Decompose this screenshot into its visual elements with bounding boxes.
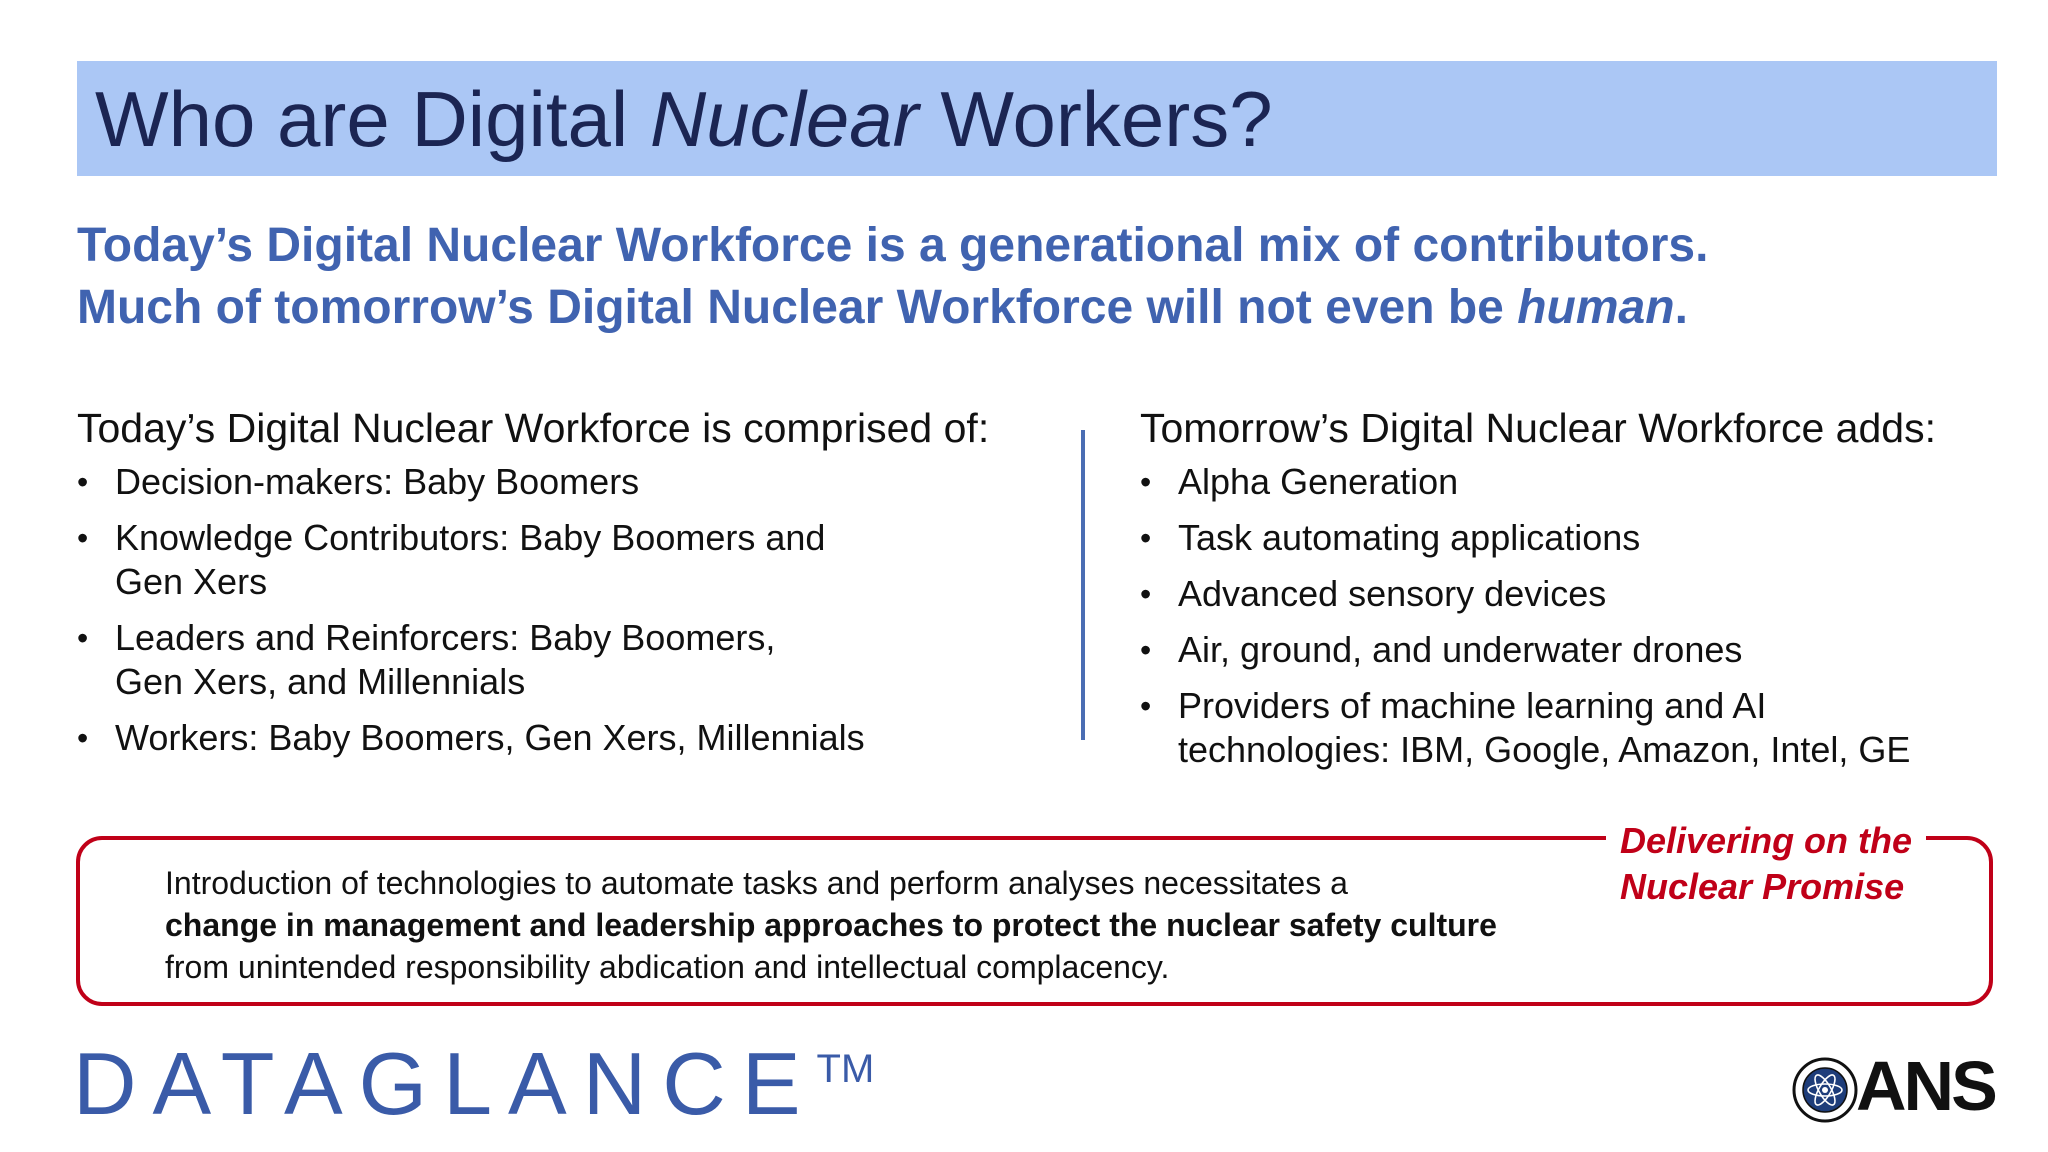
subtitle-line-2-prefix: Much of tomorrow’s Digital Nuclear Workforce will not even be: [77, 281, 1518, 334]
left-bullet-item: [77, 516, 1077, 604]
right-bullet-item: [1140, 628, 2020, 672]
right-bullet-item: [1140, 572, 2020, 616]
bullet-icon: •: [77, 464, 89, 500]
left-bullet-text: Knowledge Contributors: Baby Boomers and: [115, 517, 826, 558]
bullet-icon: •: [1140, 632, 1152, 668]
callout-text-intro: Introduction of technologies to automate tasks and perform analyses necessitates a: [165, 865, 1348, 901]
right-bullet-text: Advanced sensory devices: [1178, 573, 1607, 614]
bullet-icon: •: [77, 620, 89, 656]
left-bullet-text: Workers: Baby Boomers, Gen Xers, Millennials: [115, 717, 865, 758]
bullet-icon: •: [1140, 576, 1152, 612]
brand-trademark: TM: [816, 1047, 875, 1091]
ans-seal-icon: [1792, 1057, 1858, 1123]
dataglance-logo: [73, 1034, 875, 1133]
ans-wordmark: ANS: [1856, 1047, 1995, 1125]
left-column-heading: Today’s Digital Nuclear Workforce is comprised of:: [77, 405, 990, 451]
right-bullet-text: Task automating applications: [1178, 517, 1641, 558]
right-bullet-text-continued: technologies: IBM, Google, Amazon, Intel, GE: [1178, 729, 1911, 770]
subtitle-line-2-emphasis: human: [1517, 281, 1675, 334]
right-bullet-item: [1140, 460, 2020, 504]
callout-tag: [1606, 818, 1926, 910]
right-bullet-item: [1140, 684, 2020, 772]
left-bullet-text-continued: Gen Xers: [115, 561, 268, 602]
bullet-icon: •: [1140, 464, 1152, 500]
brand-name: DATAGLANCE: [73, 1034, 817, 1133]
left-bullet-list: [77, 460, 1077, 760]
right-bullet-list: [1140, 460, 2020, 772]
right-bullet-text: Air, ground, and underwater drones: [1178, 629, 1743, 670]
left-bullet-item: [77, 716, 1077, 760]
bullet-icon: •: [1140, 520, 1152, 556]
title-suffix: Workers?: [918, 74, 1273, 163]
callout-text: [165, 862, 1505, 988]
title-prefix: Who are Digital: [95, 74, 650, 163]
title-emphasis: Nuclear: [649, 74, 919, 163]
subtitle-line-2-suffix: .: [1674, 281, 1688, 334]
right-bullet-item: [1140, 516, 2020, 560]
subtitle: [77, 215, 1977, 339]
bullet-icon: •: [1140, 688, 1152, 724]
right-column-heading: Tomorrow’s Digital Nuclear Workforce adds:: [1140, 405, 1936, 451]
ans-logo: [1792, 1047, 1995, 1125]
slide-title: [95, 74, 1273, 163]
left-bullet-text: Decision-makers: Baby Boomers: [115, 461, 640, 502]
left-bullet-text-continued: Gen Xers, and Millennials: [115, 661, 526, 702]
left-bullet-item: [77, 616, 1077, 704]
column-divider: [1081, 430, 1085, 740]
callout-tag-line-2: Nuclear Promise: [1620, 866, 1905, 907]
left-bullet-item: [77, 460, 1077, 504]
right-bullet-text: Alpha Generation: [1178, 461, 1459, 502]
left-bullet-text: Leaders and Reinforcers: Baby Boomers,: [115, 617, 776, 658]
right-bullet-text: Providers of machine learning and AI: [1178, 685, 1767, 726]
title-bar: [77, 61, 1997, 176]
right-column: [1140, 400, 2020, 784]
callout-text-end: from unintended responsibility abdication and intellectual complacency.: [165, 949, 1170, 985]
bullet-icon: •: [77, 520, 89, 556]
left-column: [77, 400, 1077, 772]
callout-tag-line-1: Delivering on the: [1620, 820, 1913, 861]
bullet-icon: •: [77, 720, 89, 756]
subtitle-line-1: Today’s Digital Nuclear Workforce is a generational mix of contributors.: [77, 219, 1709, 272]
subtitle-line-2: [77, 277, 1977, 339]
callout-text-bold: change in management and leadership approaches to protect the nuclear safety culture: [165, 907, 1497, 943]
